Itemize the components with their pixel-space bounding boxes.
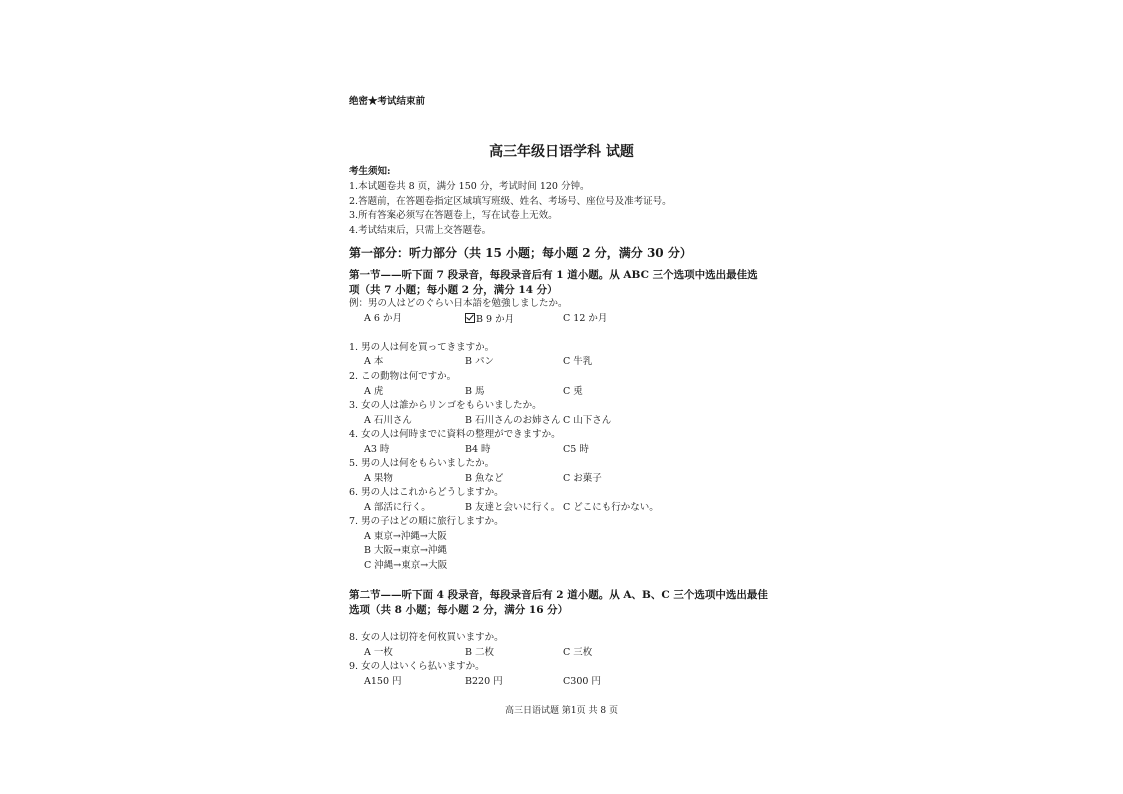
option-b: B パン <box>465 356 495 367</box>
option-b: B 友達と会いに行く。 <box>465 502 561 513</box>
question: 3. 女の人は誰からリンゴをもらいましたか。 <box>349 400 542 411</box>
option-a: A 一枚 <box>364 647 393 658</box>
question: 9. 女の人はいくら払いますか。 <box>349 661 485 672</box>
question: 5. 男の人は何をもらいましたか。 <box>349 458 495 469</box>
section2-title: 第二节——听下面 4 段录音，每段录音后有 2 道小题。从 A、B、C 三个选项中选出最佳 <box>349 589 768 601</box>
section2-title-cont: 选项（共 8 小题；每小题 2 分，满分 16 分） <box>349 604 569 616</box>
notice-item: 2.答题前，在答题卷指定区域填写班级、姓名、考场号、座位号及准考证号。 <box>349 196 672 207</box>
confidential-mark: 绝密★考试结束前 <box>349 96 426 107</box>
notice-item: 3.所有答案必须写在答题卷上，写在试卷上无效。 <box>349 210 558 221</box>
page-footer: 高三日语试题 第1页 共 8 页 <box>505 706 618 716</box>
option-c: C 牛乳 <box>563 356 593 367</box>
example-option-b-label: B 9 か月 <box>476 314 515 325</box>
page-title: 高三年级日语学科 试题 <box>489 144 634 160</box>
part1-title: 第一部分：听力部分（共 15 小题；每小题 2 分，满分 30 分） <box>349 246 692 260</box>
example-option-a: A 6 か月 <box>364 313 402 324</box>
option-c: C 山下さん <box>563 415 612 426</box>
notice-heading: 考生须知: <box>349 166 391 177</box>
option-c: C5 時 <box>563 444 589 455</box>
option-a: A 本 <box>364 356 384 367</box>
question: 8. 女の人は切符を何枚買いますか。 <box>349 632 504 643</box>
question: 6. 男の人はこれからどうしますか。 <box>349 487 504 498</box>
option-a: A150 円 <box>364 676 402 687</box>
option-a: A 果物 <box>364 473 393 484</box>
notice-item: 1.本试题卷共 8 页，满分 150 分，考试时间 120 分钟。 <box>349 181 590 192</box>
notice-item: 4.考试结束后，只需上交答题卷。 <box>349 225 492 236</box>
option-b: B 大阪→東京→沖縄 <box>364 545 447 556</box>
option-a: A 虎 <box>364 386 384 397</box>
option-c: C 三枚 <box>563 647 593 658</box>
option-a: A 石川さん <box>364 415 412 426</box>
option-c: C どこにも行かない。 <box>563 502 659 513</box>
example-option-b <box>465 313 514 326</box>
option-b: B 馬 <box>465 386 485 397</box>
option-a: A 東京→沖縄→大阪 <box>364 531 447 542</box>
question: 1. 男の人は何を買ってきますか。 <box>349 342 495 353</box>
question: 7. 男の子はどの順に旅行しますか。 <box>349 516 504 527</box>
option-c: C お菓子 <box>563 473 602 484</box>
option-b: B4 時 <box>465 444 491 455</box>
example-question: 例：男の人はどのぐらい日本語を勉強しましたか。 <box>349 298 568 309</box>
option-c: C 沖縄→東京→大阪 <box>364 560 448 571</box>
checkmark-icon <box>465 313 475 323</box>
example-option-c: C 12 か月 <box>563 313 608 324</box>
option-b: B 魚など <box>465 473 504 484</box>
option-a: A 部活に行く。 <box>364 502 431 513</box>
option-b: B 石川さんのお姉さん <box>465 415 561 426</box>
question: 4. 女の人は何時までに資料の整理ができますか。 <box>349 429 561 440</box>
section1-title: 第一节——听下面 7 段录音，每段录音后有 1 道小题。从 ABC 三个选项中选出最佳选 <box>349 269 758 281</box>
section1-title-cont: 项（共 7 小题；每小题 2 分，满分 14 分） <box>349 284 558 296</box>
option-a: A3 時 <box>364 444 390 455</box>
option-b: B220 円 <box>465 676 503 687</box>
option-c: C 兎 <box>563 386 583 397</box>
question: 2. この動物は何ですか。 <box>349 371 457 382</box>
option-c: C300 円 <box>563 676 601 687</box>
option-b: B 二枚 <box>465 647 495 658</box>
